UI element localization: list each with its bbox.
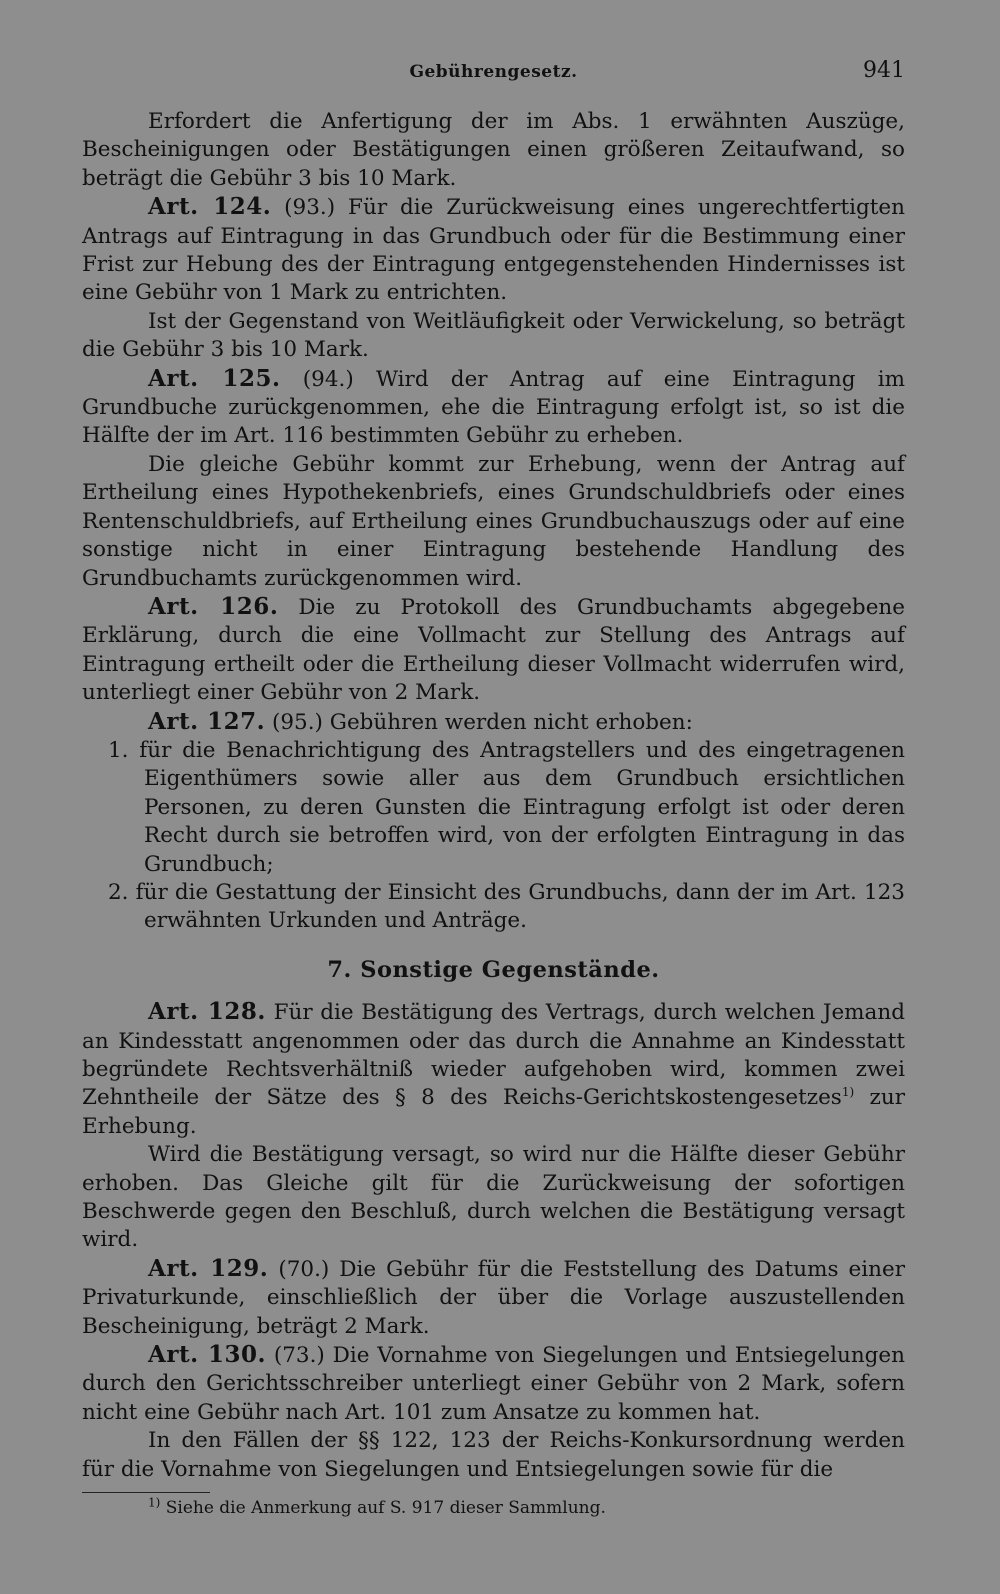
paragraph-art-126 <box>82 593 905 708</box>
running-head <box>82 58 905 98</box>
paragraph-text: Die zu Protokoll des Grundbuchamts abgegebene Erklärung, durch die eine Vollmacht zur Stellung des Antrags auf Eintragung ertheilt oder die Ertheilung dieser Vollmacht widerrufen wird, unterliegt einer Gebühr von 2 Mark. <box>82 594 905 706</box>
paragraph-text: (93.) Für die Zurückweisung eines ungerechtfertigten Antrags auf Eintragung in das Grundbuch oder für die Bestimmung einer Frist zur Hebung des der Eintragung entgegenstehenden Hindernisses ist eine Gebühr von 1 Mark zu entrichten. <box>82 195 905 306</box>
page-number: 941 <box>863 58 905 83</box>
footnote <box>82 1497 905 1519</box>
paragraph-abs2-art123 <box>82 108 905 193</box>
body-text <box>82 108 905 1484</box>
paragraph-art-125-abs2 <box>82 451 905 593</box>
paragraph-text: zur Erhebung. <box>82 1085 905 1139</box>
paragraph-art-124 <box>82 193 905 308</box>
enum-number: 1. <box>108 737 129 763</box>
enum-item <box>82 737 905 879</box>
paragraph-text: Wird die Bestätigung versagt, so wird nur die Hälfte dieser Gebühr erhoben. Das Gleiche gilt für die Zurückweisung der sofortigen Beschwerde gegen den Beschluß, durch welchen die Bestätigung versagt wird. <box>82 1142 905 1253</box>
paragraph-text: Für die Bestätigung des Vertrags, durch welchen Jemand an Kindesstatt angenommen oder das durch die Annahme an Kindesstatt begründete Rechtsverhältniß wieder aufgehoben wird, kommen zwei Zehntheile der Sätze des § 8 des Reichs-Gerichtskostengesetzes <box>82 1000 905 1111</box>
paragraph-art-129 <box>82 1255 905 1341</box>
enum-text: für die Benachrichtigung des Antragstellers und des eingetragenen Eigenthümers sowie aller aus dem Grundbuch ersichtlichen Personen, zu deren Gunsten die Eintragung erfolgt ist oder deren Recht durch sie betroffen wird, von der erfolgten Eintragung in das Grundbuch; <box>139 737 905 877</box>
paragraph-art-128 <box>82 998 905 1141</box>
paragraph-text: Die gleiche Gebühr kommt zur Erhebung, wenn der Antrag auf Ertheilung eines Hypothekenbriefs, eines Grundschuldbriefs oder eines Rentenschuldbriefs, auf Ertheilung eines Grundbuchauszugs oder auf eine sonstige nicht in einer Eintragung bestehende Handlung des Grundbuchamts zurückgenommen wird. <box>82 451 905 591</box>
article-label: Art. 129. <box>148 1254 269 1282</box>
paragraph-art-130-abs2 <box>82 1427 905 1484</box>
footnote-marker: 1) <box>148 1495 161 1510</box>
footnote-reference[interactable]: 1) <box>841 1085 855 1100</box>
paragraph-art-127 <box>82 708 905 737</box>
article-label: Art. 130. <box>148 1341 267 1369</box>
footnote-text: Siehe die Anmerkung auf S. 917 dieser Sammlung. <box>165 1498 606 1519</box>
article-label: Art. 127. <box>148 707 266 735</box>
paragraph-text: (70.) Die Gebühr für die Feststellung des Datums einer Privaturkunde, einschließlich der über die Vorlage auszustellenden Bescheinigung, beträgt 2 Mark. <box>82 1256 905 1339</box>
article-label: Art. 124. <box>148 193 272 221</box>
paragraph-text: Erfordert die Anfertigung der im Abs. 1 erwähnten Auszüge, Bescheinigungen oder Bestätigungen einen größeren Zeitaufwand, so beträgt die Gebühr 3 bis 10 Mark. <box>82 109 905 191</box>
paragraph-art-130 <box>82 1341 905 1427</box>
enum-item <box>82 879 905 936</box>
article-label: Art. 128. <box>148 998 266 1026</box>
paragraph-text: (94.) Wird der Antrag auf eine Eintragung im Grundbuche zurückgenommen, ehe die Eintragung erfolgt ist, so ist die Hälfte der im Art. 116 bestimmten Gebühr zu erheben. <box>82 366 905 449</box>
article-label: Art. 126. <box>148 592 279 620</box>
section-heading: 7. Sonstige Gegenstände. <box>327 956 660 983</box>
paragraph-art-125 <box>82 365 905 451</box>
paragraph-text: (95.) Gebühren werden nicht erhoben: <box>271 709 693 735</box>
paragraph-text: Ist der Gegenstand von Weitläufigkeit oder Verwickelung, so beträgt die Gebühr 3 bis 10 Mark. <box>82 308 905 363</box>
running-title: Gebührengesetz. <box>409 62 578 82</box>
enum-number: 2. <box>108 879 129 905</box>
footnote-rule <box>82 1492 210 1493</box>
paragraph-art-124-abs2 <box>82 308 905 365</box>
paragraph-text: (73.) Die Vornahme von Siegelungen und Entsiegelungen durch den Gerichtsschreiber unterliegt einer Gebühr von 2 Mark, sofern nicht eine Gebühr nach Art. 101 zum Ansatze zu kommen hat. <box>82 1343 905 1425</box>
article-label: Art. 125. <box>148 364 281 392</box>
paragraph-art-128-abs2 <box>82 1141 905 1255</box>
paragraph-text: In den Fällen der §§ 122, 123 der Reichs-Konkursordnung werden für die Vornahme von Siegelungen und Entsiegelungen sowie für die <box>82 1428 905 1482</box>
enum-text: für die Gestattung der Einsicht des Grundbuchs, dann der im Art. 123 erwähnten Urkunden und Anträge. <box>135 879 905 934</box>
